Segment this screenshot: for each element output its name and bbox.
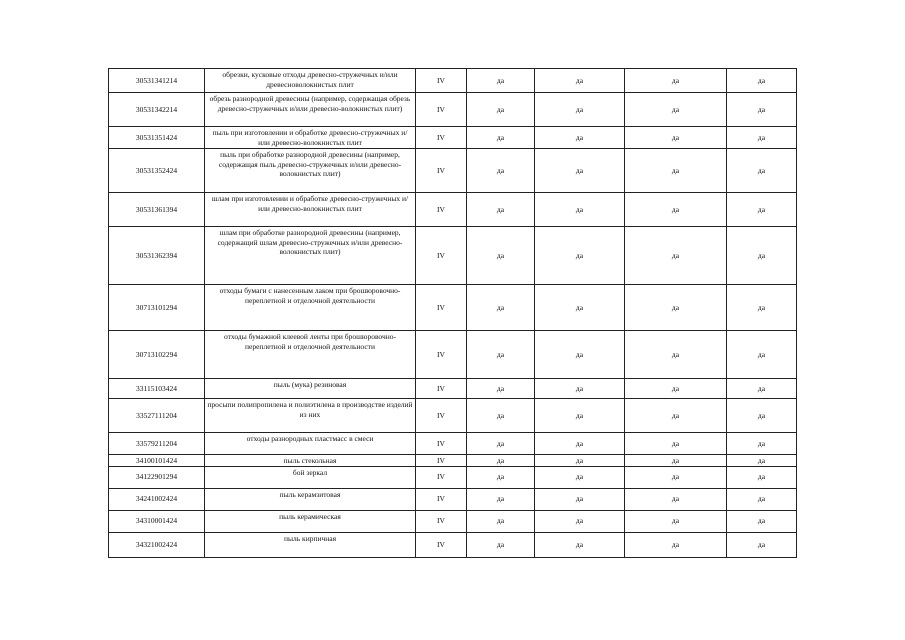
- table-row: [109, 488, 797, 510]
- waste-name-cell: отходы бумажной клеевой ленты при брошюровочно-переплетной и отделочной деятельности: [205, 331, 416, 379]
- flag-cell-1: да: [467, 149, 535, 193]
- flag-cell-4: да: [727, 149, 797, 193]
- hazard-class-cell: IV: [416, 93, 467, 127]
- waste-code-cell: 30531361394: [109, 193, 205, 227]
- flag-cell-1: да: [467, 510, 535, 532]
- table-row: [109, 379, 797, 399]
- flag-cell-4: да: [727, 227, 797, 285]
- flag-cell-3: да: [625, 285, 727, 331]
- waste-code-cell: 33115103424: [109, 379, 205, 399]
- table-row: [109, 285, 797, 331]
- flag-cell-4: да: [727, 466, 797, 488]
- waste-name-cell: пыль при изготовлении и обработке древесно-стружечных и/или древесно-волокнистых плит: [205, 127, 416, 149]
- flag-cell-1: да: [467, 455, 535, 467]
- waste-name-cell: пыль керамическая: [205, 510, 416, 532]
- waste-code-cell: 34310001424: [109, 510, 205, 532]
- flag-cell-1: да: [467, 93, 535, 127]
- waste-code-cell: 30531341214: [109, 69, 205, 93]
- table-row: [109, 69, 797, 93]
- waste-name-cell: пыль стекольная: [205, 455, 416, 467]
- flag-cell-2: да: [535, 532, 625, 557]
- waste-code-cell: 30531342214: [109, 93, 205, 127]
- waste-classification-table: [108, 68, 797, 558]
- flag-cell-2: да: [535, 127, 625, 149]
- flag-cell-3: да: [625, 331, 727, 379]
- flag-cell-4: да: [727, 379, 797, 399]
- table-row: [109, 532, 797, 557]
- flag-cell-3: да: [625, 379, 727, 399]
- flag-cell-2: да: [535, 433, 625, 455]
- flag-cell-4: да: [727, 193, 797, 227]
- flag-cell-2: да: [535, 399, 625, 433]
- flag-cell-3: да: [625, 69, 727, 93]
- hazard-class-cell: IV: [416, 227, 467, 285]
- flag-cell-3: да: [625, 455, 727, 467]
- waste-code-cell: 33579211204: [109, 433, 205, 455]
- flag-cell-1: да: [467, 488, 535, 510]
- flag-cell-1: да: [467, 399, 535, 433]
- flag-cell-3: да: [625, 488, 727, 510]
- waste-code-cell: 34241002424: [109, 488, 205, 510]
- hazard-class-cell: IV: [416, 379, 467, 399]
- flag-cell-2: да: [535, 331, 625, 379]
- waste-code-cell: 30531362394: [109, 227, 205, 285]
- waste-name-cell: отходы бумаги с нанесенным лаком при брошюровочно-переплетной и отделочной деятельности: [205, 285, 416, 331]
- waste-code-cell: 30531351424: [109, 127, 205, 149]
- hazard-class-cell: IV: [416, 149, 467, 193]
- flag-cell-4: да: [727, 127, 797, 149]
- flag-cell-2: да: [535, 193, 625, 227]
- waste-name-cell: просыпи полипропилена и полиэтилена в производстве изделий из них: [205, 399, 416, 433]
- flag-cell-1: да: [467, 379, 535, 399]
- flag-cell-2: да: [535, 285, 625, 331]
- flag-cell-3: да: [625, 399, 727, 433]
- flag-cell-4: да: [727, 488, 797, 510]
- flag-cell-1: да: [467, 331, 535, 379]
- flag-cell-1: да: [467, 433, 535, 455]
- waste-code-cell: 33527111204: [109, 399, 205, 433]
- hazard-class-cell: IV: [416, 399, 467, 433]
- flag-cell-2: да: [535, 488, 625, 510]
- waste-name-cell: обрезь разнородной древесины (например, содержащая обрезь древесно-стружечных и/или древесно-волокнистых плит): [205, 93, 416, 127]
- waste-code-cell: 30713102294: [109, 331, 205, 379]
- hazard-class-cell: IV: [416, 69, 467, 93]
- flag-cell-3: да: [625, 149, 727, 193]
- flag-cell-4: да: [727, 455, 797, 467]
- table-row: [109, 455, 797, 467]
- waste-code-cell: 34100101424: [109, 455, 205, 467]
- flag-cell-4: да: [727, 433, 797, 455]
- hazard-class-cell: IV: [416, 466, 467, 488]
- flag-cell-2: да: [535, 455, 625, 467]
- flag-cell-3: да: [625, 510, 727, 532]
- waste-name-cell: пыль кирпичная: [205, 532, 416, 557]
- table-row: [109, 149, 797, 193]
- table-row: [109, 331, 797, 379]
- hazard-class-cell: IV: [416, 193, 467, 227]
- waste-code-cell: 30531352424: [109, 149, 205, 193]
- flag-cell-1: да: [467, 69, 535, 93]
- waste-code-cell: 34321002424: [109, 532, 205, 557]
- flag-cell-3: да: [625, 466, 727, 488]
- flag-cell-3: да: [625, 193, 727, 227]
- table-row: [109, 127, 797, 149]
- flag-cell-4: да: [727, 285, 797, 331]
- flag-cell-2: да: [535, 69, 625, 93]
- hazard-class-cell: IV: [416, 488, 467, 510]
- flag-cell-4: да: [727, 69, 797, 93]
- waste-name-cell: обрезки, кусковые отходы древесно-стружечных и/или древесноволокнистых плит: [205, 69, 416, 93]
- hazard-class-cell: IV: [416, 285, 467, 331]
- waste-name-cell: шлам при обработке разнородной древесины (например, содержащий шлам древесно-стружечных и/или древесно-волокнистых плит): [205, 227, 416, 285]
- table-row: [109, 227, 797, 285]
- hazard-class-cell: IV: [416, 532, 467, 557]
- flag-cell-4: да: [727, 532, 797, 557]
- table-row: [109, 466, 797, 488]
- table-row: [109, 193, 797, 227]
- flag-cell-3: да: [625, 93, 727, 127]
- flag-cell-2: да: [535, 149, 625, 193]
- flag-cell-4: да: [727, 331, 797, 379]
- hazard-class-cell: IV: [416, 433, 467, 455]
- waste-name-cell: шлам при изготовлении и обработке древесно-стружечных и/или древесно-волокнистых плит: [205, 193, 416, 227]
- waste-code-cell: 34122901294: [109, 466, 205, 488]
- flag-cell-1: да: [467, 466, 535, 488]
- hazard-class-cell: IV: [416, 127, 467, 149]
- flag-cell-2: да: [535, 466, 625, 488]
- waste-name-cell: пыль (мука) резиновая: [205, 379, 416, 399]
- flag-cell-4: да: [727, 93, 797, 127]
- flag-cell-3: да: [625, 433, 727, 455]
- flag-cell-3: да: [625, 227, 727, 285]
- hazard-class-cell: IV: [416, 331, 467, 379]
- flag-cell-1: да: [467, 285, 535, 331]
- flag-cell-2: да: [535, 93, 625, 127]
- table-row: [109, 93, 797, 127]
- flag-cell-2: да: [535, 227, 625, 285]
- flag-cell-1: да: [467, 193, 535, 227]
- waste-name-cell: пыль керамзитовая: [205, 488, 416, 510]
- flag-cell-1: да: [467, 532, 535, 557]
- table-row: [109, 433, 797, 455]
- waste-name-cell: пыль при обработке разнородной древесины (например, содержащая пыль древесно-стружечных и/или древесно-волокнистых плит): [205, 149, 416, 193]
- flag-cell-4: да: [727, 510, 797, 532]
- waste-name-cell: бой зеркал: [205, 466, 416, 488]
- table-row: [109, 399, 797, 433]
- flag-cell-2: да: [535, 379, 625, 399]
- flag-cell-1: да: [467, 227, 535, 285]
- table-row: [109, 510, 797, 532]
- waste-code-cell: 30713101294: [109, 285, 205, 331]
- waste-name-cell: отходы разнородных пластмасс в смеси: [205, 433, 416, 455]
- flag-cell-2: да: [535, 510, 625, 532]
- flag-cell-3: да: [625, 532, 727, 557]
- flag-cell-1: да: [467, 127, 535, 149]
- flag-cell-3: да: [625, 127, 727, 149]
- hazard-class-cell: IV: [416, 510, 467, 532]
- hazard-class-cell: IV: [416, 455, 467, 467]
- flag-cell-4: да: [727, 399, 797, 433]
